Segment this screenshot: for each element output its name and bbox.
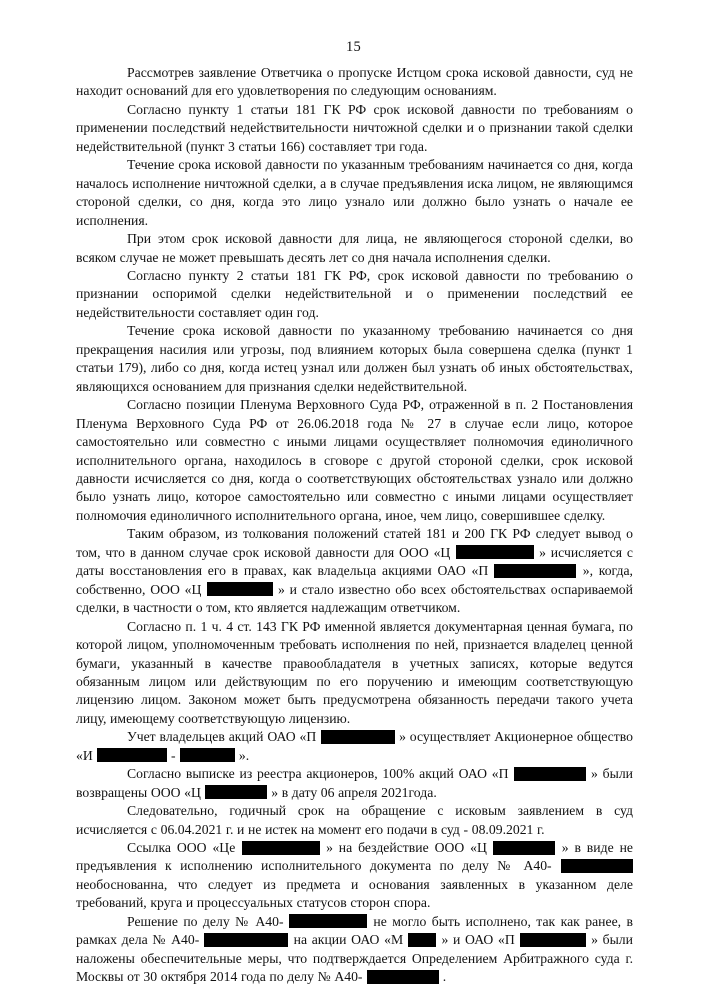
text-run: » и стало известно обо всех обстоятельствах оспариваемой сделки, в частности о том, кто является надлежащим ответчиком.: [76, 581, 633, 616]
text-run: », когда, собственно, ООО «Ц: [76, 563, 633, 597]
paragraph: [76, 101, 633, 156]
document-body: [76, 64, 633, 987]
redacted-company-p-4: [520, 933, 586, 947]
text-run: необоснованна, что следует из предмета и основания заявленных в указанном деле требований, круга и процессуальных статусов сторон спора.: [76, 876, 633, 911]
text-run: -: [171, 747, 180, 763]
redacted-registrar-part-1: [97, 748, 167, 762]
text-run: Согласно выписке из реестра акционеров, 100% акций ОАО «П: [127, 766, 514, 782]
redacted-case-number-1: [561, 859, 633, 873]
paragraph: [76, 64, 633, 101]
redacted-company-c-3: [205, 785, 267, 799]
text-run: » в виде не предъявления к исполнению исполнительного документа по делу № А40-: [76, 840, 633, 874]
text-run: Течение срока исковой давности по указанным требованиям начинается со дня, когда началось исполнение ничтожной сделки, а в случае предъявления иска лицом, не являющимся стороной сделки, со дня, когда это лицо узнало или должно было узнать о начале ее исполнения.: [76, 157, 633, 228]
text-run: Согласно п. 1 ч. 4 ст. 143 ГК РФ именной является документарная ценная бумага, по которой лицом, уполномоченным требовать исполнения по ней, признается владелец ценной бумаги, указанный в качестве правообладателя в учетных записях, которые ведутся обязанным лицом или действующим по его поручению и имеющим соответствующую лицензию лицом. Законом может быть предусмотрена обязанность передачи такого учета лицу, имеющему соответствующую лицензию.: [76, 618, 633, 726]
redacted-company-c-1: [456, 545, 534, 559]
text-run: на акции ОАО «М: [293, 932, 408, 948]
page-number: 15: [346, 39, 361, 55]
text-run: Таким образом, из толкования положений статей 181 и 200 ГК РФ следует вывод о том, что в данном случае срок исковой давности для ООО «Ц: [76, 526, 633, 560]
text-run: Рассмотрев заявление Ответчика о пропуске Истцом срока исковой давности, суд не находит оснований для его удовлетворения по следующим основаниям.: [76, 65, 633, 99]
text-run: Ссылка ООО «Це: [127, 840, 242, 856]
redacted-case-number-3: [204, 933, 288, 947]
text-run: Решение по делу № А40-: [127, 913, 289, 929]
paragraph: [76, 156, 633, 230]
text-run: Учет владельцев акций ОАО «П: [127, 729, 321, 745]
paragraph: [76, 396, 633, 525]
paragraph: [76, 728, 633, 765]
paragraph: [76, 230, 633, 267]
paragraph: [76, 839, 633, 913]
paragraph: [76, 802, 633, 839]
redacted-company-p-2: [321, 730, 395, 744]
paragraph: [76, 913, 633, 987]
redacted-company-ce-1: [242, 841, 320, 855]
text-run: » и ОАО «П: [441, 932, 520, 948]
redacted-company-p-3: [514, 767, 586, 781]
text-run: Согласно пункту 2 статьи 181 ГК РФ, срок исковой давности по требованию о признании оспоримой сделки недействительной и о применении последствий ее недействительности составляет один год.: [76, 267, 633, 320]
text-run: не могло быть исполнено, так как ранее, в рамках дела № А40-: [76, 913, 633, 948]
text-run: » на бездействие ООО «Ц: [326, 840, 493, 856]
text-run: » исчисляется с даты восстановления его в правах, как владельца акциями ОАО «П: [76, 544, 633, 579]
text-run: » были наложены обеспечительные меры, что подтверждается Определением Арбитражного суда г. Москвы от 30 октября 2014 года по делу № А40-: [76, 932, 633, 985]
text-run: Следовательно, годичный срок на обращение с исковым заявлением в суд исчисляется с 06.04.2021 г. и не истек на момент его подачи в суд - 08.09.2021 г.: [76, 803, 633, 837]
text-run: » осуществляет Акционерное общество «И: [76, 729, 633, 763]
redacted-case-number-4: [367, 970, 439, 984]
text-run: » были возвращены ООО «Ц: [76, 766, 633, 800]
paragraph: [76, 525, 633, 617]
redacted-company-m-1: [408, 933, 436, 947]
text-run: ».: [238, 747, 250, 763]
paragraph: [76, 322, 633, 396]
text-run: При этом срок исковой давности для лица, не являющегося стороной сделки, во всяком случае не может превышать десять лет со дня начала исполнения сделки.: [76, 231, 633, 265]
text-run: Согласно пункту 1 статьи 181 ГК РФ срок исковой давности по требованиям о применении последствий недействительности ничтожной сделки и о признании такой сделки недействительной (пункт 3 статьи 166) составляет три года.: [76, 101, 633, 154]
redacted-case-number-2: [289, 914, 367, 928]
text-run: Согласно позиции Пленума Верховного Суда РФ, отраженной в п. 2 Постановления Пленума Верховного Суда РФ от 26.06.2018 года № 27 в случае если лицо, которое самостоятельно или совместно с иными лицами осуществляет полномочия единоличного исполнительного органа, находилось в сговоре с другой стороной сделки, срок исковой давности исчисляется со дня, когда о соответствующих обстоятельствах узнало или должно было узнать лицо, которое самостоятельно или совместно с иными лицами осуществляет полномочия единоличного исполнительного органа, иное, чем лицо, совершившее сделку.: [76, 397, 633, 523]
text-run: Течение срока исковой давности по указанному требованию начинается со дня прекращения насилия или угрозы, под влиянием которых была совершена сделка (пункт 1 статьи 179), либо со дня, когда истец узнал или должен был узнать об иных обстоятельствах, являющихся основанием для признания сделки недействительной.: [76, 323, 633, 394]
paragraph: [76, 618, 633, 729]
redacted-company-c-2: [207, 582, 273, 596]
text-run: .: [442, 969, 447, 985]
text-run: » в дату 06 апреля 2021года.: [271, 784, 437, 800]
paragraph: [76, 765, 633, 802]
paragraph: [76, 267, 633, 322]
redacted-registrar-part-2: [180, 748, 235, 762]
redacted-company-p-1: [494, 564, 576, 578]
redacted-company-c-4: [493, 841, 555, 855]
